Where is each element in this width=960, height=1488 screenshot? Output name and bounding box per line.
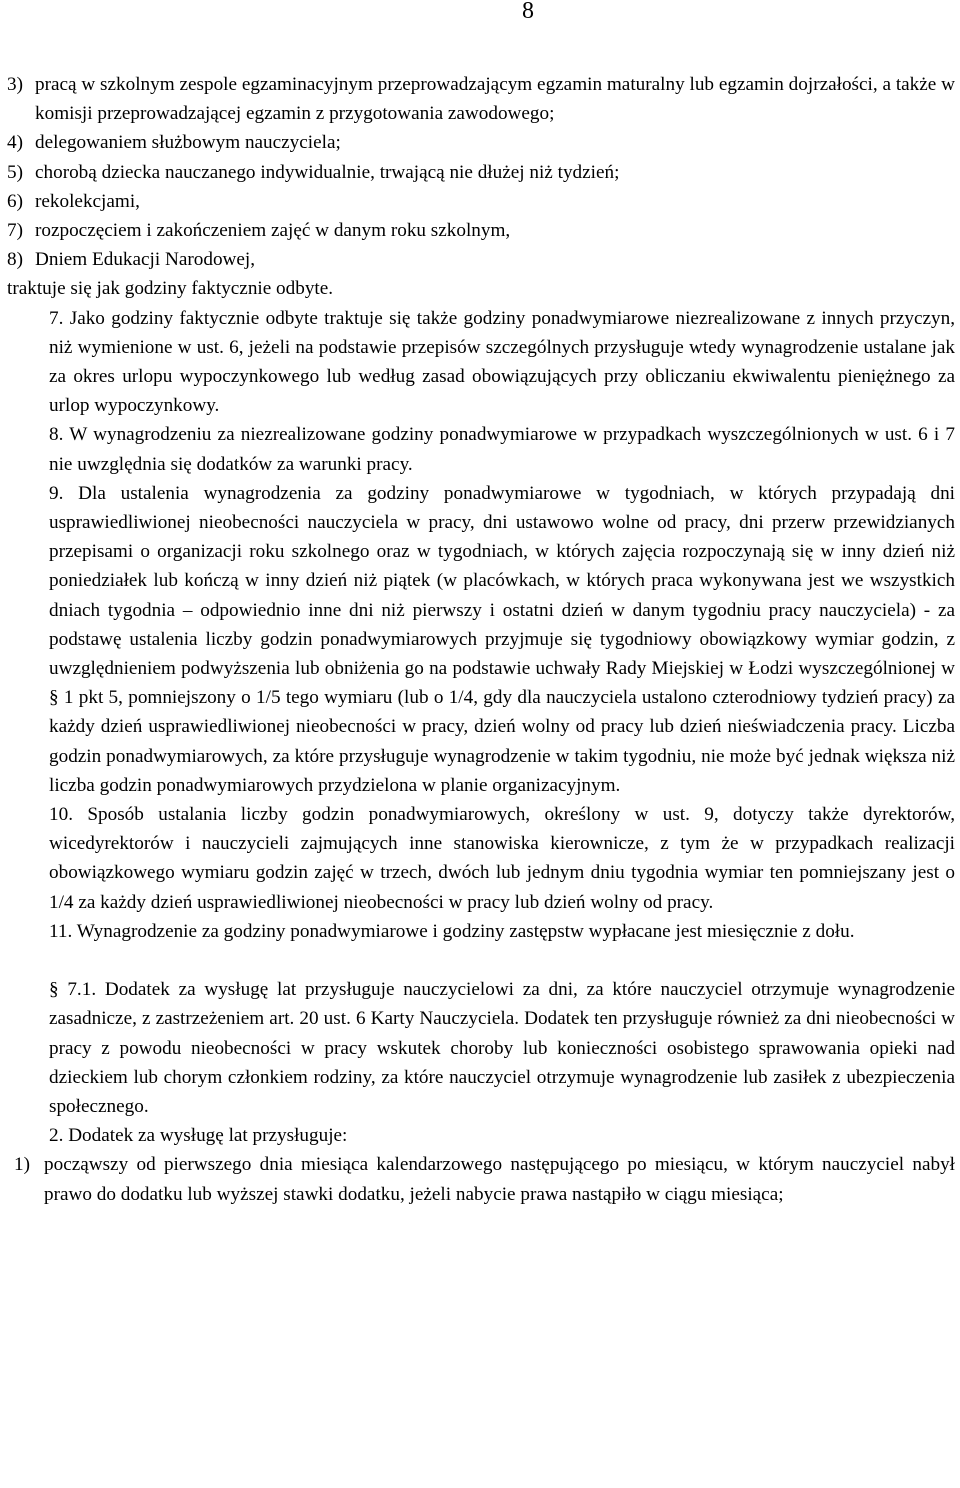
list-item-number: 4) — [7, 132, 23, 154]
list-item — [7, 216, 955, 245]
paragraph-10: 10. Sposób ustalania liczby godzin ponadwymiarowych, określony w ust. 9, dotyczy także dyrektorów, wicedyrektorów i nauczycieli zajmujących inne stanowiska kierownicze, z tym że w przypadkach realizacji obowiązkowego wymiaru godzin zajęć w trzech, dwóch lub jednym dniu tygodnia wymiar ten pomniejszany jest o 1/4 za każdy dzień usprawiedliwionej nieobecności w pracy lub dzień wolny od pracy. — [49, 804, 955, 913]
list-item-text: rozpoczęciem i zakończeniem zajęć w danym roku szkolnym, — [35, 220, 511, 242]
list-item — [7, 158, 955, 187]
list-item-text: delegowaniem służbowym nauczyciela; — [35, 132, 341, 154]
section-gap — [7, 946, 955, 975]
list-item-number: 8) — [7, 249, 23, 271]
page-number: 8 — [522, 0, 534, 24]
list-a-tail: traktuje się jak godziny faktycznie odbyte. — [7, 278, 334, 300]
list-item-number: 1) — [14, 1154, 30, 1176]
paragraph-7: 7. Jako godziny faktycznie odbyte traktuje się także godziny ponadwymiarowe niezrealizowane z innych przyczyn, niż wymienione w ust. 6, jeżeli na podstawie przepisów szczególnych przysługuje wtedy wynagrodzenie ustalane jak za okres urlopu wypoczynkowego lub według zasad obowiązujących przy obliczaniu ekwiwalentu pieniężnego za urlop wypoczynkowy. — [49, 307, 955, 417]
list-item-number: 7) — [7, 220, 23, 242]
section-7-2: 2. Dodatek za wysługę lat przysługuje: — [49, 1125, 348, 1147]
list-item — [7, 70, 955, 128]
list-item-number: 3) — [7, 74, 23, 95]
document-body — [7, 70, 955, 1209]
list-a — [7, 70, 955, 274]
section-7-1: § 7.1. Dodatek za wysługę lat przysługuje nauczycielowi za dni, za które nauczyciel otrzymuje wynagrodzenie zasadnicze, z zastrzeżeniem art. 20 ust. 6 Karty Nauczyciela. Dodatek ten przysługuje również za dni nieobecności w pracy z powodu nieobecności w pracy wskutek choroby lub konieczności osobistego sprawowania opieki nad dzieckiem lub chorym członkiem rodziny, za które nauczyciel otrzymuje wynagrodzenie lub zasiłek z ubezpieczenia społecznego. — [49, 979, 955, 1117]
list-item — [7, 187, 955, 216]
list-item-text: począwszy od pierwszego dnia miesiąca kalendarzowego następującego po miesiącu, w którym nauczyciel nabył prawo do dodatku lub wyższej stawki dodatku, jeżeli nabycie prawa nastąpiło w ciągu miesiąca; — [44, 1154, 955, 1205]
list-item-number: 6) — [7, 190, 23, 212]
list-item — [7, 128, 955, 157]
list-item-text: Dniem Edukacji Narodowej, — [35, 249, 256, 271]
list-item — [7, 245, 955, 274]
paragraph-11: 11. Wynagrodzenie za godziny ponadwymiarowe i godziny zastępstw wypłacane jest miesięcznie z dołu. — [49, 920, 855, 942]
list-b — [7, 1150, 955, 1208]
paragraph-9: 9. Dla ustalenia wynagrodzenia za godziny ponadwymiarowe w tygodniach, w których przypadają dni usprawiedliwionej nieobecności nauczyciela w pracy, dni ustawowo wolne od pracy, dni przerw przewidzianych przepisami o organizacji roku szkolnego oraz w tygodniach, w których zajęcia rozpoczynają się w inny dzień niż poniedziałek lub kończą w inny dzień niż piątek (w placówkach, w których praca wykonywana jest we wszystkich dniach tygodnia – odpowiednio inne dni niż pierwszy i ostatni dzień w danym tygodniu pracy nauczyciela) - za podstawę ustalenia liczby godzin ponadwymiarowych przyjmuje się tygodniowy obowiązkowy wymiar godzin, z uwzględnieniem podwyższenia lub obniżenia go na podstawie uchwały Rady Miejskiej w Łodzi wyszczególnionej w § 1 pkt 5, pomniejszony o 1/5 tego wymiaru (lub o 1/4, gdy dla nauczyciela ustalono czterodniowy tydzień pracy) za każdy dzień usprawiedliwionej nieobecności w pracy, dzień wolny od pracy lub dzień nieświadczenia pracy. Liczba godzin ponadwymiarowych, za które przysługuje wynagrodzenie w takim tygodniu, nie może być jednak większa niż liczba godzin ponadwymiarowych przydzielona w planie organizacyjnym. — [49, 482, 955, 796]
list-item-text: rekolekcjami, — [35, 190, 140, 212]
list-item-text: pracą w szkolnym zespole egzaminacyjnym przeprowadzającym egzamin maturalny lub egzamin dojrzałości, a także w komisji przeprowadzającej egzamin z przygotowania zawodowego; — [35, 74, 955, 125]
list-item-text: chorobą dziecka nauczanego indywidualnie, trwającą nie dłużej niż tydzień; — [35, 161, 620, 183]
list-item-number: 5) — [7, 161, 23, 183]
list-item — [7, 1150, 955, 1208]
paragraph-8: 8. W wynagrodzeniu za niezrealizowane godziny ponadwymiarowe w przypadkach wyszczególnionych w ust. 6 i 7 nie uwzględnia się dodatków za warunki pracy. — [49, 424, 955, 475]
